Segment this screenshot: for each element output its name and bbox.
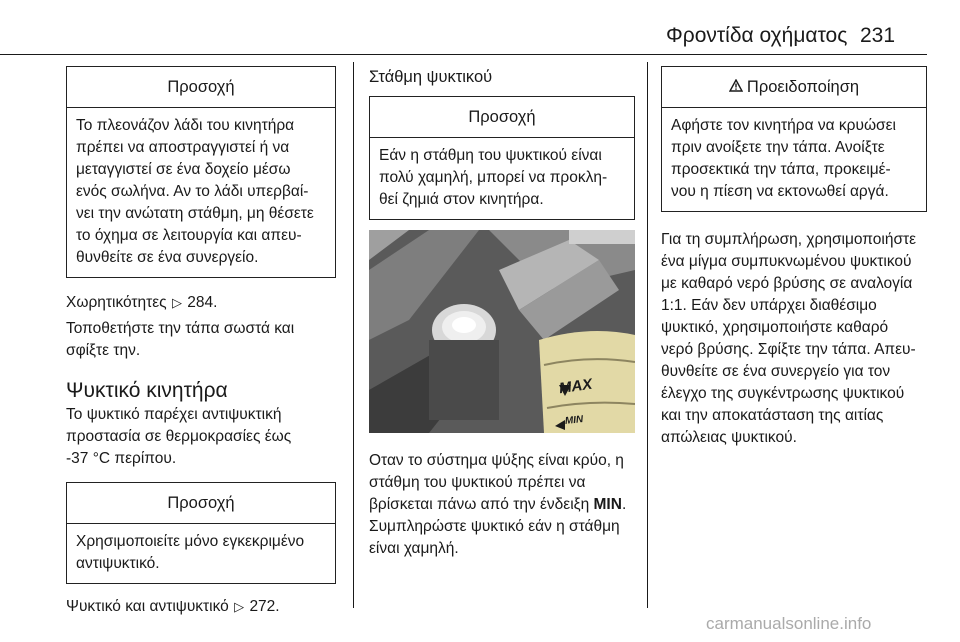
caution-heading: Προσοχή: [370, 97, 634, 138]
text-line: θυνθείτε σε ένα συνεργείο για τον: [661, 363, 891, 380]
caution-line: Το πλεονάζον λάδι του κινητήρα: [76, 117, 295, 134]
caution-line: αντιψυκτικό.: [76, 555, 160, 572]
text-fragment: .: [621, 496, 627, 513]
max-mark-label: MAX: [557, 375, 594, 398]
caution-line: μεταγγιστεί σε ένα δοχείο μέσω: [76, 161, 291, 178]
text-line: στάθμη του ψυκτικού πρέπει να: [369, 474, 586, 491]
text-line: Το ψυκτικό παρέχει αντιψυκτική: [66, 406, 282, 423]
caution-line: θυνθείτε σε ένα συνεργείο.: [76, 249, 259, 266]
cap-instruction: [66, 318, 336, 362]
min-emphasis: MIN: [593, 496, 622, 513]
refill-instructions: [661, 229, 927, 449]
text-line: προστασία σε θερμοκρασίες έως: [66, 428, 292, 445]
page-header-title: Φροντίδα οχήματος: [666, 24, 848, 47]
text-line: έλεγχο της συγκέντρωσης ψυκτικού: [661, 385, 905, 402]
reference-page: 284.: [187, 294, 218, 311]
caution-line: πρέπει να αποστραγγιστεί ή να: [76, 139, 290, 156]
text-line: Τοποθετήστε την τάπα σωστά και: [66, 320, 295, 337]
caution-heading: Προσοχή: [67, 67, 335, 108]
caution-text: [67, 108, 335, 277]
caution-line: το όχημα σε λειτουργία και απευ-: [76, 227, 302, 244]
section-title-coolant: Ψυκτικό κινητήρα: [66, 379, 228, 402]
antifreeze-reference[interactable]: [66, 596, 336, 618]
subsection-title-coolant-level: Στάθμη ψυκτικού: [369, 68, 493, 86]
reference-page: 272.: [249, 598, 280, 615]
text-line: είναι χαμηλή.: [369, 540, 459, 557]
caution-box-coolant-level: [369, 96, 635, 220]
caution-line: νει την ανώτατη στάθμη, μη θέσετε: [76, 205, 314, 222]
coolant-intro: [66, 404, 336, 470]
engine-bay-illustration: [369, 230, 635, 433]
warning-triangle-icon: [729, 76, 743, 98]
caution-text: [67, 524, 335, 583]
caution-line: Χρησιμοποιείτε μόνο εγκεκριμένο: [76, 533, 305, 550]
coolant-reservoir-photo: [369, 230, 635, 433]
caution-line: ενός σωλήνα. Αν το λάδι υπερβαί-: [76, 183, 309, 200]
warning-line: Αφήστε τον κινητήρα να κρυώσει: [671, 117, 896, 134]
caution-line: θεί ζημιά στον κινητήρα.: [379, 191, 544, 208]
watermark[interactable]: carmanualsonline.info: [706, 614, 872, 633]
min-mark-label: MIN: [564, 414, 584, 427]
caution-line: πολύ χαμηλή, μπορεί να προκλη-: [379, 169, 608, 186]
caution-text: [370, 138, 634, 219]
page-reference-icon: ▷: [234, 599, 245, 614]
caution-line: Εάν η στάθμη του ψυκτικού είναι: [379, 147, 602, 164]
text-line: Για τη συμπλήρωση, χρησιμοποιήστε: [661, 231, 917, 248]
left-column: [66, 66, 336, 618]
middle-column: [369, 66, 635, 560]
warning-text: [662, 108, 926, 211]
text-line: και την αποκατάσταση της αιτίας: [661, 407, 884, 424]
page-reference-icon: ▷: [171, 295, 182, 310]
text-line: ψυκτικό, χρησιμοποιήστε καθαρό: [661, 319, 889, 336]
text-line: νερό βρύσης. Σφίξτε την τάπα. Απευ-: [661, 341, 916, 358]
caution-box-antifreeze: [66, 482, 336, 584]
text-line: με καθαρό νερό βρύσης σε αναλογία: [661, 275, 913, 292]
caution-box-oil: [66, 66, 336, 278]
warning-box: [661, 66, 927, 212]
text-line-min: [369, 494, 635, 516]
header-rule: [0, 54, 927, 55]
text-line: σφίξτε την.: [66, 342, 141, 359]
warning-heading: [662, 67, 926, 108]
text-line: Οταν το σύστημα ψύξης είναι κρύο, η: [369, 452, 624, 469]
text-line: 1:1. Εάν δεν υπάρχει διαθέσιμο: [661, 297, 877, 314]
text-line: -37 °C περίπου.: [66, 450, 177, 467]
warning-line: προσεκτικά την τάπα, προκειμέ-: [671, 161, 891, 178]
right-column: [661, 66, 927, 449]
warning-line: πριν ανοίξετε την τάπα. Ανοίξτε: [671, 139, 885, 156]
page-number: 231: [860, 24, 896, 47]
capacities-reference[interactable]: [66, 292, 336, 314]
caution-heading: Προσοχή: [67, 483, 335, 524]
text-fragment: βρίσκεται πάνω από την ένδειξη: [369, 496, 594, 513]
text-line: ένα μίγμα συμπυκνωμένου ψυκτικού: [661, 253, 912, 270]
column-divider-left: [353, 62, 354, 608]
warning-heading-text: Προειδοποίηση: [746, 78, 860, 96]
coolant-level-text: [369, 450, 635, 560]
column-divider-right: [647, 62, 648, 608]
text-line: Συμπληρώστε ψυκτικό εάν η στάθμη: [369, 518, 620, 535]
warning-line: νου η πίεση να εκτονωθεί αργά.: [671, 183, 889, 200]
reference-text: Ψυκτικό και αντιψυκτικό: [66, 598, 229, 615]
text-line: απώλειας ψυκτικού.: [661, 429, 797, 446]
reference-text: Χωρητικότητες: [66, 294, 167, 311]
